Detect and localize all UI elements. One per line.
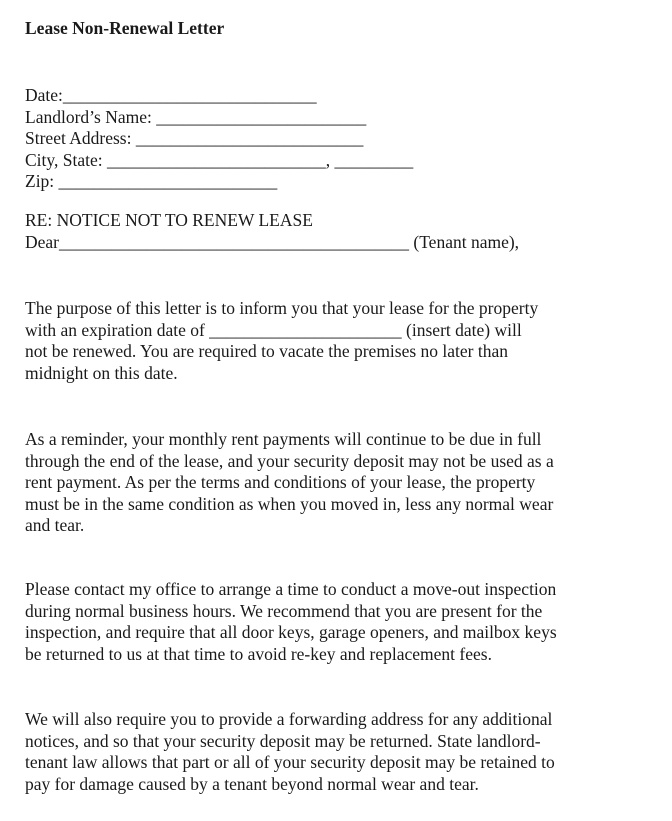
city-state-field: City, State: _________________________, _________ <box>25 149 414 170</box>
paragraph-line: tenant law allows that part or all of your security deposit may be retained to <box>25 752 555 773</box>
paragraph-line: through the end of the lease, and your security deposit may not be used as a <box>25 450 554 471</box>
paragraph-line: pay for damage caused by a tenant beyond normal wear and tear. <box>25 773 479 794</box>
paragraph-forwarding-address <box>25 709 655 795</box>
paragraph-line: We will also require you to provide a forwarding address for any additional <box>25 709 553 729</box>
paragraph-line: Please contact my office to arrange a time to conduct a move-out inspection <box>25 579 557 599</box>
landlord-name-field: Landlord’s Name: ________________________ <box>25 106 367 127</box>
paragraph-line: rent payment. As per the terms and conditions of your lease, the property <box>25 472 536 493</box>
paragraph-line: and tear. <box>25 515 85 536</box>
re-line: RE: NOTICE NOT TO RENEW LEASE <box>25 210 313 230</box>
address-fields <box>25 85 413 193</box>
paragraph-line: with an expiration date of ______________________ (insert date) will <box>25 319 522 340</box>
paragraph-expiration <box>25 298 655 384</box>
paragraph-inspection <box>25 579 655 665</box>
paragraph-line: The purpose of this letter is to inform you that your lease for the property <box>25 298 539 318</box>
zip-field: Zip: _________________________ <box>25 171 278 191</box>
subject-block <box>25 210 519 253</box>
paragraph-line: during normal business hours. We recommend that you are present for the <box>25 600 543 621</box>
street-address-field: Street Address: __________________________ <box>25 128 364 148</box>
paragraph-line: midnight on this date. <box>25 362 178 383</box>
date-field: Date:_____________________________ <box>25 85 317 105</box>
paragraph-line: As a reminder, your monthly rent payments will continue to be due in full <box>25 429 542 449</box>
paragraph-line: not be renewed. You are required to vacate the premises no later than <box>25 341 509 362</box>
paragraph-line: notices, and so that your security deposit may be returned. State landlord- <box>25 730 541 751</box>
paragraph-line: be returned to us at that time to avoid re-key and replacement fees. <box>25 643 492 664</box>
paragraph-rent-reminder <box>25 429 655 537</box>
document-title: Lease Non-Renewal Letter <box>25 18 225 38</box>
paragraph-line: must be in the same condition as when you moved in, less any normal wear <box>25 493 554 514</box>
salutation: Dear________________________________________ (Tenant name), <box>25 231 520 252</box>
paragraph-line: inspection, and require that all door keys, garage openers, and mailbox keys <box>25 622 557 643</box>
